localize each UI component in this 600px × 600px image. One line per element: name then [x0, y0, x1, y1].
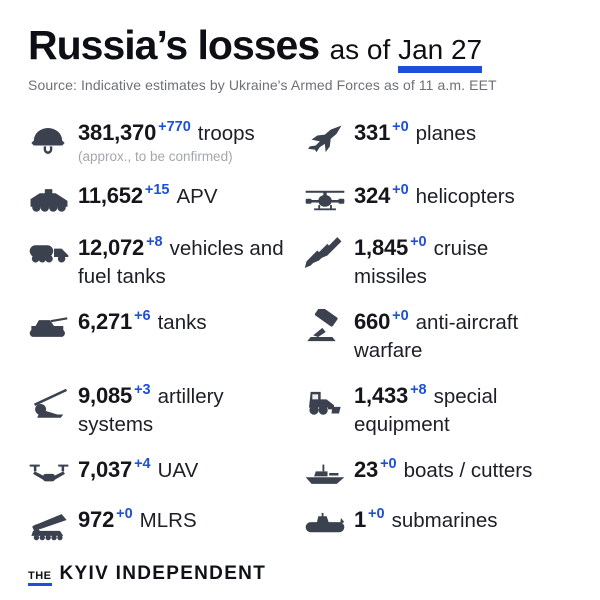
stat-delta: +0 — [392, 182, 409, 199]
stat-helicopters — [304, 182, 576, 217]
stat-value: 972 — [78, 507, 115, 533]
helmet-icon — [28, 119, 78, 156]
stat-troops — [28, 119, 304, 165]
stat-boats — [304, 456, 576, 489]
stat-line — [354, 234, 546, 291]
stat-delta: +0 — [392, 119, 409, 136]
stat-value: 9,085 — [78, 383, 133, 409]
apv-icon — [28, 182, 78, 217]
drone-icon — [28, 456, 78, 489]
stat-tanks — [28, 308, 304, 365]
stat-uav — [28, 456, 304, 489]
source-note: Source: Indicative estimates by Ukraine's Armed Forces as of 11 a.m. EET — [28, 77, 497, 94]
logo-the: THE — [28, 571, 52, 586]
submarine-icon — [304, 506, 354, 539]
stat-label: anti-aircraft warfare — [354, 311, 519, 363]
stat-label: APV — [176, 185, 218, 209]
stat-label: boats / cutters — [403, 459, 533, 483]
boat-icon — [304, 456, 354, 489]
stat-anti-aircraft — [304, 308, 576, 365]
stat-delta: +8 — [146, 234, 163, 251]
title-main: Russia’s losses — [28, 22, 320, 68]
fuel-truck-icon — [28, 234, 78, 269]
stat-line — [354, 182, 546, 211]
stat-submarines — [304, 506, 576, 543]
stat-label: special equipment — [354, 385, 498, 437]
stat-delta: +0 — [410, 234, 427, 251]
stat-line — [78, 182, 296, 211]
stat-line — [78, 456, 296, 485]
stat-special-equipment — [304, 382, 576, 439]
stat-line — [354, 456, 546, 485]
aa-launcher-icon — [304, 308, 354, 345]
mlrs-icon — [28, 506, 78, 543]
stat-line — [354, 119, 546, 148]
stat-line — [78, 234, 296, 291]
stat-label: troops — [197, 122, 255, 146]
stat-value: 23 — [354, 457, 379, 483]
stats-grid — [28, 119, 576, 543]
stat-label: cruise missiles — [354, 237, 489, 289]
stat-planes — [304, 119, 576, 165]
stat-value: 1 — [354, 507, 367, 533]
stat-value: 1,845 — [354, 235, 409, 261]
stat-delta: +0 — [116, 506, 133, 523]
stat-line — [78, 308, 296, 337]
stat-value: 12,072 — [78, 235, 145, 261]
stat-line — [354, 382, 546, 439]
loader-icon — [304, 382, 354, 419]
logo-brand: KYIV INDEPENDENT — [59, 563, 267, 585]
stat-value: 381,370 — [78, 120, 157, 146]
stat-line — [354, 308, 546, 365]
page-title — [28, 24, 576, 67]
stat-delta: +6 — [134, 308, 151, 325]
helicopter-icon — [304, 182, 354, 217]
stat-label: planes — [415, 122, 477, 146]
stat-vehicles — [28, 234, 304, 291]
stat-delta: +8 — [410, 382, 427, 399]
stat-value: 324 — [354, 183, 391, 209]
artillery-icon — [28, 382, 78, 419]
stat-note: (approx., to be confirmed) — [78, 149, 233, 165]
tank-icon — [28, 308, 78, 343]
stat-value: 6,271 — [78, 309, 133, 335]
stat-delta: +15 — [144, 182, 170, 199]
stat-label: UAV — [157, 459, 199, 483]
stat-delta: +0 — [380, 456, 397, 473]
stat-delta: +4 — [134, 456, 151, 473]
stat-value: 1,433 — [354, 383, 409, 409]
stat-value: 11,652 — [78, 183, 143, 209]
stat-line — [78, 506, 296, 535]
stat-line — [78, 382, 296, 439]
stat-delta: +0 — [368, 506, 385, 523]
stat-value: 331 — [354, 120, 391, 146]
stat-value: 7,037 — [78, 457, 133, 483]
stat-line — [354, 506, 546, 535]
stat-apv — [28, 182, 304, 217]
stat-label: submarines — [391, 509, 498, 533]
stat-delta: +3 — [134, 382, 151, 399]
stat-label: MLRS — [139, 509, 197, 533]
stat-cruise-missiles — [304, 234, 576, 291]
title-suffix: as of — [329, 34, 391, 65]
title-date: Jan 27 — [398, 34, 482, 73]
stat-label: helicopters — [415, 185, 515, 209]
stat-line — [78, 119, 296, 148]
stat-mlrs — [28, 506, 304, 543]
stat-value: 660 — [354, 309, 391, 335]
stat-label: tanks — [157, 311, 207, 335]
stat-delta: +770 — [158, 119, 191, 136]
missiles-icon — [304, 234, 354, 271]
stat-label: vehicles and fuel tanks — [78, 237, 284, 289]
stat-label: artillery systems — [78, 385, 224, 437]
jet-icon — [304, 119, 354, 156]
stat-artillery — [28, 382, 304, 439]
stat-delta: +0 — [392, 308, 409, 325]
kyiv-independent-logo — [28, 563, 600, 586]
